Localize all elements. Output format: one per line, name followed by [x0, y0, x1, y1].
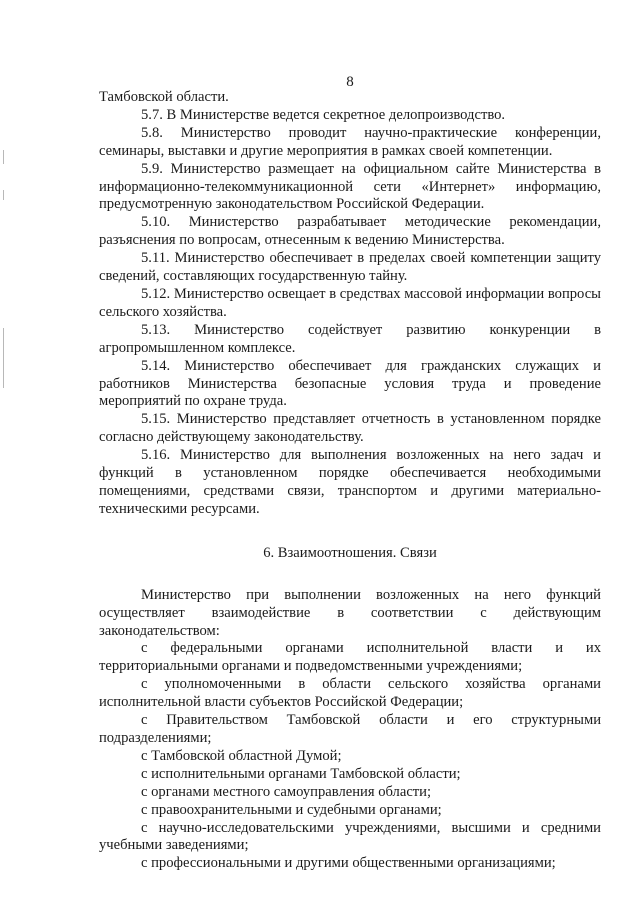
page-number: 8	[346, 74, 354, 90]
paragraph-5-8: 5.8. Министерство проводит научно-практические конференции, семинары, выставки и другие мероприятия в рамках своей компетенции.	[99, 124, 601, 159]
relation-item: с органами местного самоуправления области;	[141, 783, 432, 800]
relation-item: с исполнительными органами Тамбовской области;	[141, 765, 461, 782]
relation-item: с Правительством Тамбовской области и его структурными подразделениями;	[99, 712, 601, 746]
paragraph-5-14: 5.14. Министерство обеспечивает для гражданских служащих и работников Министерства безопасные условия труда и проведение мероприятий по охране труда.	[99, 357, 601, 410]
relation-item: с профессиональными и другими общественными организациями;	[141, 855, 556, 872]
paragraph-5-10: 5.10. Министерство разрабатывает методические рекомендации, разъяснения по вопросам, отнесенным к ведению Министерства.	[99, 214, 601, 249]
relation-item: с правоохранительными и судебными органами;	[141, 801, 442, 818]
paragraph-5-7: 5.7. В Министерстве ведется секретное делопроизводство.	[141, 106, 506, 123]
paragraph-5-15: 5.15. Министерство представляет отчетность в установленном порядке согласно действующему законодательству.	[99, 411, 601, 446]
section-heading: 6. Взаимоотношения. Связи	[263, 544, 437, 561]
document-body	[99, 89, 601, 873]
paragraph-5-13: 5.13. Министерство содействует развитию конкуренции в агропромышленном комплексе.	[99, 321, 601, 356]
paragraph-5-9: 5.9. Министерство размещает на официальном сайте Министерства в информационно-телекоммуникационной сети «Интернет» информацию, предусмотренную законодательством Российской Федерации.	[99, 160, 601, 213]
paragraph-5-11: 5.11. Министерство обеспечивает в пределах своей компетенции защиту сведений, составляющих государственную тайну.	[99, 250, 601, 285]
paragraph-5-16: 5.16. Министерство для выполнения возложенных на него задач и функций в установленном порядке обеспечивается необходимыми помещениями, средствами связи, транспортом и другими материально-техническими ресурсами.	[99, 447, 601, 517]
relation-item: с федеральными органами исполнительной власти и их территориальными органами и подведомственными учреждениями;	[99, 640, 601, 675]
relation-item: с уполномоченными в области сельского хозяйства органами исполнительной власти субъектов Российской Федерации;	[99, 676, 601, 711]
lead-text: Тамбовской области.	[99, 89, 229, 105]
relation-item: с научно-исследовательскими учреждениями, высшими и средними учебными заведениями;	[99, 819, 601, 854]
section-intro: Министерство при выполнении возложенных на него функций осуществляет взаимодействие в соответствии с действующим законодательством:	[99, 586, 601, 639]
relation-item: с Тамбовской областной Думой;	[141, 747, 342, 764]
scan-margin-marks	[3, 150, 7, 400]
paragraph-5-12: 5.12. Министерство освещает в средствах массовой информации вопросы сельского хозяйства.	[99, 285, 601, 320]
